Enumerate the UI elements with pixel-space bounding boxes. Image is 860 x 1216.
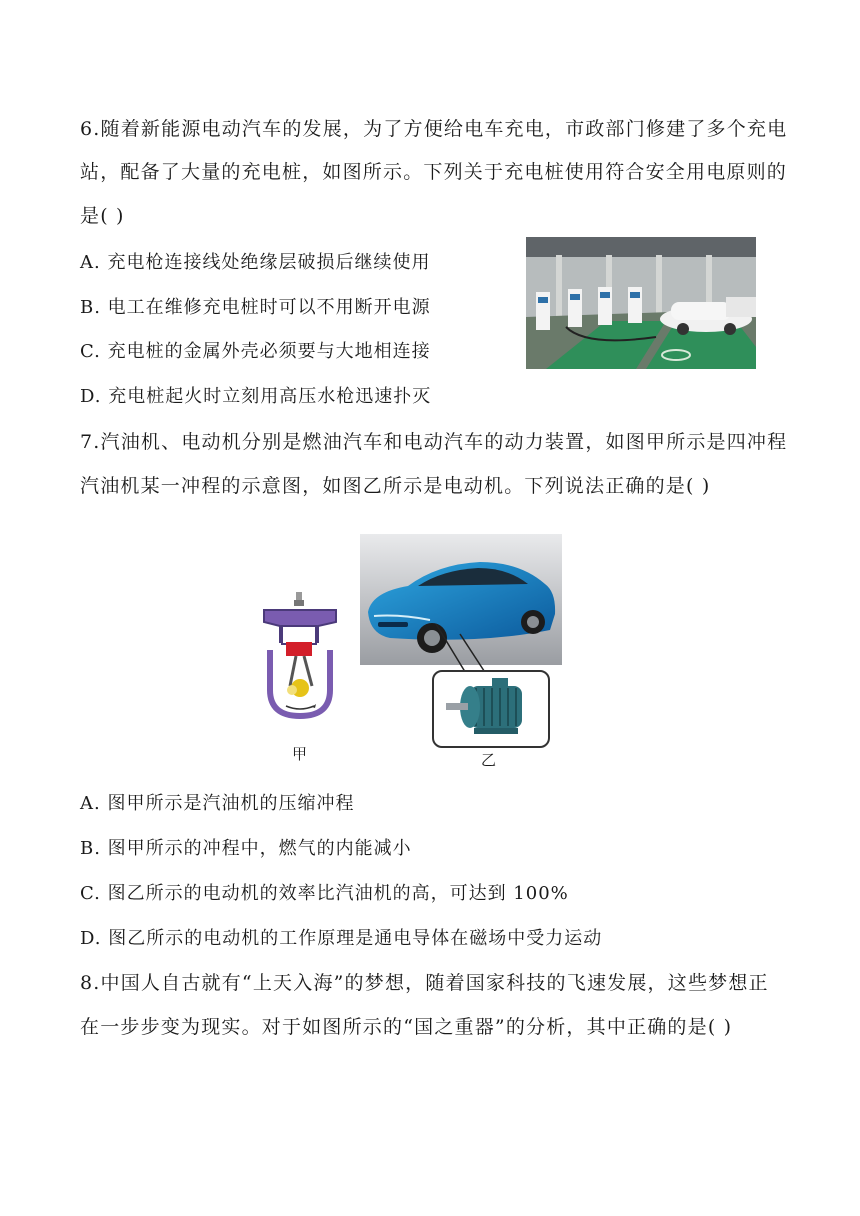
q7-line-2: 汽油机某一冲程的示意图，如图乙所示是电动机。下列说法正确的是( ) (80, 475, 711, 497)
q6-option-a: A. 充电枪连接线处绝缘层破损后继续使用 (80, 252, 431, 273)
q6-line-1: 6.随着新能源电动汽车的发展，为了方便给电车充电，市政部门修建了多个充电 (80, 118, 788, 140)
q6-option-c: C. 充电桩的金属外壳必须要与大地相连接 (80, 341, 431, 362)
q7-option-d: D. 图乙所示的电动机的工作原理是通电导体在磁场中受力运动 (80, 928, 603, 949)
q6-option-d: D. 充电桩起火时立刻用高压水枪迅速扑灭 (80, 386, 432, 407)
q6-line-3: 是( ) (80, 205, 125, 227)
q7-option-a: A. 图甲所示是汽油机的压缩冲程 (80, 793, 355, 814)
q6-line-2: 站，配备了大量的充电桩，如图所示。下列关于充电桩使用符合安全用电原则的 (80, 161, 788, 183)
q6-option-b: B. 电工在维修充电桩时可以不用断开电源 (80, 297, 431, 318)
engine-diagram-image (256, 590, 344, 720)
q7-option-c: C. 图乙所示的电动机的效率比汽油机的高，可达到 100% (80, 883, 569, 904)
electric-motor-image (432, 670, 550, 748)
figure-caption-yi: 乙 (481, 751, 497, 769)
q7-line-1: 7.汽油机、电动机分别是燃油汽车和电动汽车的动力装置，如图甲所示是四冲程 (80, 431, 788, 453)
q8-line-1: 8.中国人自古就有“上天入海”的梦想，随着国家科技的飞速发展，这些梦想正 (80, 972, 769, 994)
figure-caption-jia: 甲 (292, 745, 308, 763)
q8-line-2: 在一步步变为现实。对于如图所示的“国之重器”的分析，其中正确的是( ) (80, 1016, 733, 1038)
q7-option-b: B. 图甲所示的冲程中，燃气的内能减小 (80, 838, 412, 859)
charging-station-image (526, 237, 756, 369)
